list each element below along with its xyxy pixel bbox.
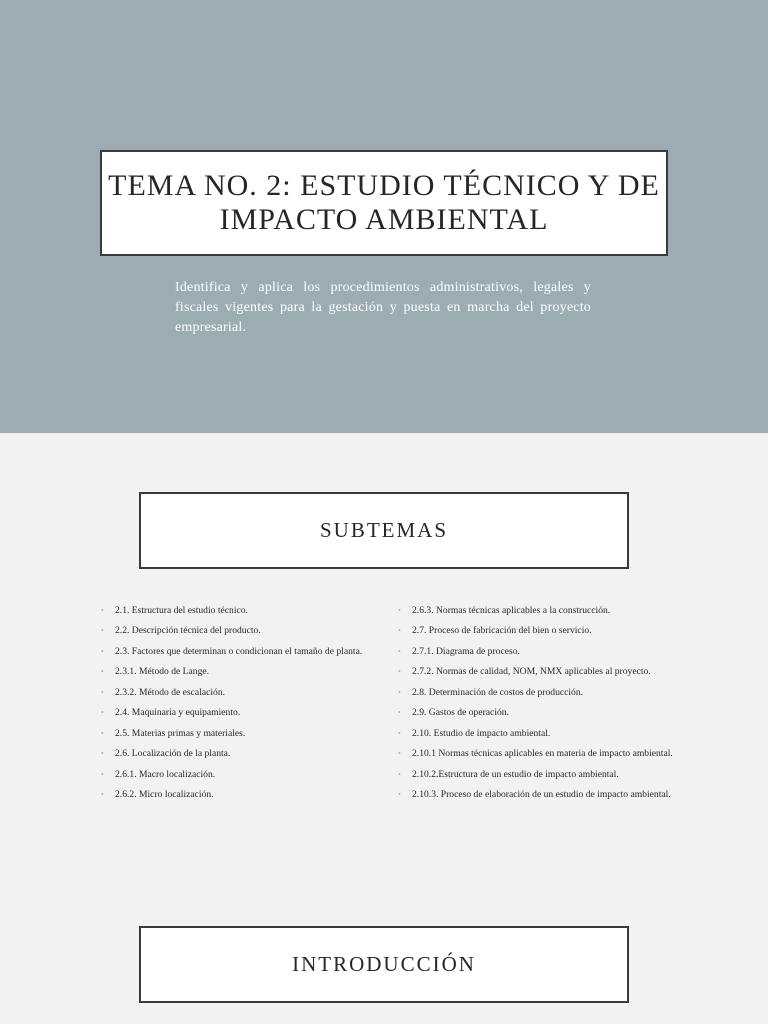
list-item <box>398 600 718 621</box>
list-item <box>398 744 718 765</box>
introduccion-heading: INTRODUCCIÓN <box>292 952 476 976</box>
list-item-text: 2.8. Determinación de costos de producción. <box>412 686 584 698</box>
list-item <box>101 785 391 806</box>
list-item <box>398 682 718 703</box>
list-item <box>398 662 718 683</box>
list-item <box>398 723 718 744</box>
list-item <box>398 785 718 806</box>
bullet-icon: • <box>398 626 401 636</box>
list-item <box>398 703 718 724</box>
list-item <box>101 662 391 683</box>
list-item <box>101 600 391 621</box>
bullet-icon: • <box>101 646 104 656</box>
list-item-text: 2.3.2. Método de escalación. <box>115 686 226 698</box>
list-item <box>101 621 391 642</box>
list-item-text: 2.2. Descripción técnica del producto. <box>115 625 261 637</box>
title-slide <box>0 0 768 433</box>
list-item <box>101 641 391 662</box>
list-item-text: 2.3. Factores que determinan o condicionan el tamaño de planta. <box>115 645 363 657</box>
bullet-icon: • <box>398 749 401 759</box>
list-item <box>101 723 391 744</box>
list-item-text: 2.1. Estructura del estudio técnico. <box>115 604 248 616</box>
list-item-text: 2.10.1 Normas técnicas aplicables en materia de impacto ambiental. <box>412 748 673 760</box>
bullet-icon: • <box>398 790 401 800</box>
bullet-icon: • <box>101 626 104 636</box>
list-item-text: 2.3.1. Método de Lange. <box>115 666 210 678</box>
list-item <box>101 744 391 765</box>
list-item <box>101 764 391 785</box>
subtopics-list-left <box>101 600 391 805</box>
bullet-icon: • <box>101 667 104 677</box>
list-item-text: 2.6.2. Micro localización. <box>115 789 214 801</box>
subtemas-heading: SUBTEMAS <box>319 518 449 542</box>
list-item-text: 2.6.3. Normas técnicas aplicables a la construcción. <box>412 604 611 616</box>
bullet-icon: • <box>398 646 401 656</box>
list-item-text: 2.10.2.Estructura de un estudio de impacto ambiental. <box>412 768 619 780</box>
list-item <box>101 682 391 703</box>
list-item-text: 2.6.1. Macro localización. <box>115 768 216 780</box>
list-item-text: 2.7.1. Diagrama de proceso. <box>412 645 520 657</box>
introduccion-heading-box <box>139 926 629 1003</box>
list-item <box>398 621 718 642</box>
bullet-icon: • <box>398 708 401 718</box>
slide-subtitle: Identifica y aplica los procedimientos administrativos, legales y fiscales vigentes para la gestación y puesta en marcha del proyecto empresarial. <box>175 280 591 335</box>
bullet-icon: • <box>101 790 104 800</box>
bullet-icon: • <box>101 605 104 615</box>
bullet-icon: • <box>101 708 104 718</box>
slide-title: TEMA NO. 2: ESTUDIO TÉCNICO Y DE IMPACTO AMBIENTAL <box>108 169 660 236</box>
bullet-icon: • <box>398 605 401 615</box>
list-item <box>398 764 718 785</box>
list-item <box>101 703 391 724</box>
list-item <box>398 641 718 662</box>
bullet-icon: • <box>398 728 401 738</box>
bullet-icon: • <box>101 728 104 738</box>
list-item-text: 2.7.2. Normas de calidad, NOM, NMX aplicables al proyecto. <box>412 666 651 678</box>
subtemas-heading-box <box>139 492 629 569</box>
bullet-icon: • <box>101 769 104 779</box>
list-item-text: 2.4. Maquinaria y equipamiento. <box>115 707 241 719</box>
subtopics-list-right <box>398 600 718 805</box>
bullet-icon: • <box>398 687 401 697</box>
bullet-icon: • <box>101 687 104 697</box>
bullet-icon: • <box>398 769 401 779</box>
bullet-icon: • <box>398 667 401 677</box>
list-item-text: 2.5. Materias primas y materiales. <box>115 727 246 739</box>
title-box <box>100 150 668 256</box>
bullet-icon: • <box>101 749 104 759</box>
list-item-text: 2.7. Proceso de fabricación del bien o servicio. <box>412 625 592 637</box>
list-item-text: 2.10.3. Proceso de elaboración de un estudio de impacto ambiental. <box>412 789 671 801</box>
list-item-text: 2.9. Gastos de operación. <box>412 707 509 719</box>
list-item-text: 2.6. Localización de la planta. <box>115 748 231 760</box>
list-item-text: 2.10. Estudio de impacto ambiental. <box>412 727 551 739</box>
